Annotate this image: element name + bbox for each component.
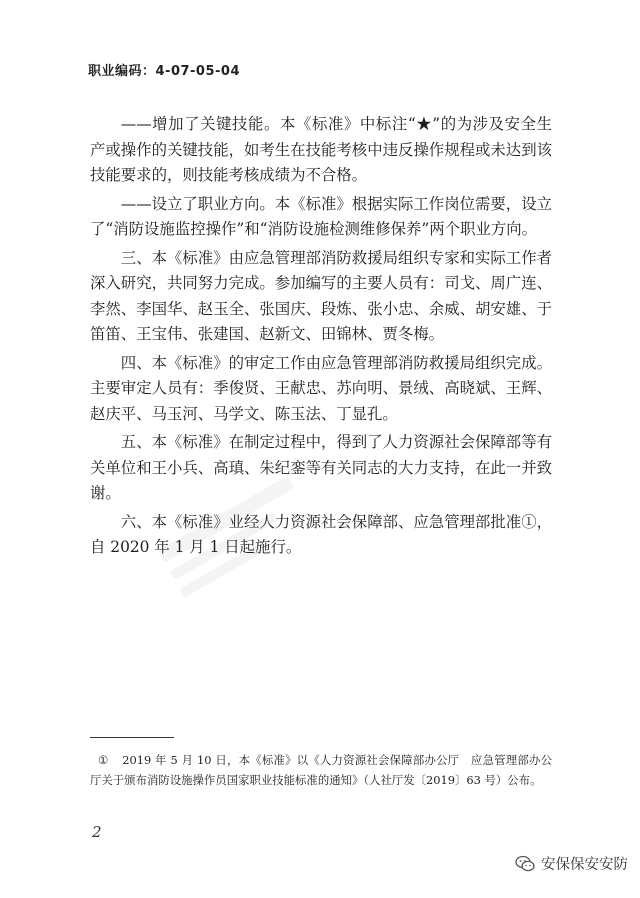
paragraph-approval: 六、本《标准》业经人力资源社会保障部、应急管理部批准①，自 2020 年 1 月 1 日起施行。 [90, 512, 552, 556]
wechat-icon [515, 855, 535, 873]
faint-stamp-watermark [150, 470, 320, 600]
paragraph-acknowledgements: 五、本《标准》在制定过程中，得到了人力资源社会保障部等有关单位和王小兵、高瑱、朱纪銮等有关同志的大力支持，在此一并致谢。 [90, 433, 552, 502]
paragraph-career-direction: ——设立了职业方向。本《标准》根据实际工作岗位需要，设立了“消防设施监控操作”和“消防设施检测维修保养”两个职业方向。 [90, 194, 552, 238]
account-watermark [515, 853, 628, 874]
page-number: 2 [92, 823, 102, 841]
footnote-text: 2019 年 5 月 10 日，本《标准》以《人力资源社会保障部办公厅 应急管理部办公厅关于颁布消防设施操作员国家职业技能标准的通知》（人社厅发〔2019〕63 号）公布。 [90, 753, 552, 787]
account-name: 安保保安安防 [541, 857, 628, 873]
paragraph-reviewers: 四、本《标准》的审定工作由应急管理部消防救援局组织完成。主要审定人员有：季俊贤、王献忠、苏向明、景绒、高晓斌、王辉、赵庆平、马玉河、马学文、陈玉法、丁显孔。 [90, 353, 552, 423]
footnote-mark: ① [98, 753, 109, 767]
paragraph-key-skills: ——增加了关键技能。本《标准》中标注“★”的为涉及安全生产或操作的关键技能，如考生在技能考核中违反操作规程或未达到该技能要求的，则技能考核成绩为不合格。 [90, 115, 552, 184]
occupation-code: 职业编码：4-07-05-04 [88, 64, 241, 79]
paragraph-authors: 三、本《标准》由应急管理部消防救援局组织专家和实际工作者深入研究，共同努力完成。参加编写的主要人员有：司戈、周广连、李然、李国华、赵玉全、张国庆、段炼、张小忠、余威、胡安雄、于笛笛、王宝伟、张建国、赵新文、田锦林、贾冬梅。 [90, 248, 552, 343]
footnote [90, 750, 552, 790]
footnote-divider [90, 737, 174, 738]
